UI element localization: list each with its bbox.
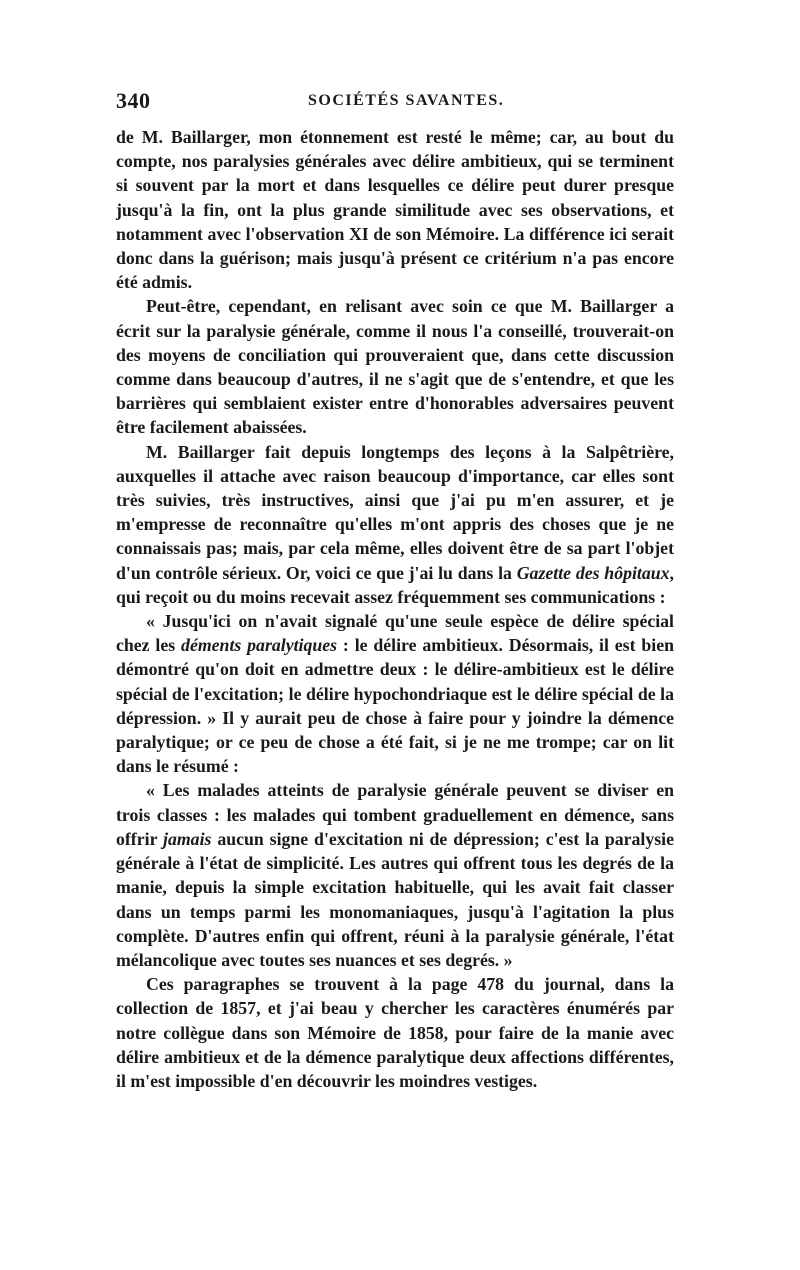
- paragraph: [116, 440, 674, 609]
- paragraph-text: « Jusqu'ici on n'avait signalé qu'une seule espèce de délire spécial chez les: [116, 611, 674, 656]
- paragraph-text: Peut-être, cependant, en relisant avec soin ce que M. Baillarger a écrit sur la paralysie générale, comme il nous l'a conseillé, trouverait-on des moyens de conciliation qui prouveraient que, dans cette discussion comme dans beaucoup d'autres, il ne s'agit que de s'entendre, et que les barrières qui semblaient exister entre d'honorables adversaires peuvent être facilement abaissées.: [116, 296, 674, 438]
- page-header: [116, 88, 676, 118]
- paragraph-text: de M. Baillarger, mon étonnement est resté le même; car, au bout du compte, nos paralysies générales avec délire ambitieux, qui se terminent si souvent par la mort et dans lesquelles ce délire peut durer presque jusqu'à la fin, ont la plus grande similitude avec ses observations, et notamment avec l'observation XI de son Mémoire. La différence ici serait donc dans la guérison; mais jusqu'à présent ce critérium n'a pas encore été admis.: [116, 127, 674, 293]
- paragraph-text: « Les malades atteints de paralysie générale peuvent se diviser en trois classes : les malades qui tombent graduellement en démence, sans offrir: [116, 780, 674, 849]
- paragraph-text: Ces paragraphes se trouvent à la page 478 du journal, dans la collection de 1857, et j'ai beau y chercher les caractères énumérés par notre collègue dans son Mémoire de 1858, pour faire de la manie avec délire ambitieux et de la démence paralytique deux affections différentes, il m'est impossible d'en découvrir les moindres vestiges.: [116, 974, 674, 1091]
- body-text: [116, 125, 674, 1093]
- paragraph-text: M. Baillarger fait depuis longtemps des leçons à la Salpêtrière, auxquelles il attache avec raison beaucoup d'importance, car elles sont très suivies, très instructives, ainsi que j'ai pu m'en assurer, et je m'empresse de reconnaître qu'elles m'ont appris des choses que je ne connaissais pas; mais, par cela même, elles doivent être de sa part l'objet d'un contrôle sérieux. Or, voici ce que j'ai lu dans la: [116, 441, 674, 583]
- paragraph-text: , qui reçoit ou du moins recevait assez fréquemment ses communications :: [116, 562, 674, 607]
- running-title: SOCIÉTÉS SAVANTES.: [308, 92, 505, 109]
- paragraph: [116, 778, 674, 972]
- page-number: 340: [116, 88, 151, 113]
- journal-title: Gazette des hôpitaux: [516, 562, 670, 583]
- italic-word: jamais: [163, 828, 212, 849]
- paragraph-text: : le délire ambitieux. Désormais, il est bien démontré qu'on doit en admettre deux : le délire-ambitieux est le délire spécial de l'excitation; le délire hypochondriaque est le délire spécial de la dépression. » Il y aurait peu de chose à faire pour y joindre la démence paralytique; or ce peu de chose a été fait, si je ne me trompe; car on lit dans le résumé :: [116, 635, 674, 777]
- italic-phrase: déments paralytiques: [181, 635, 338, 656]
- paragraph-text: aucun signe d'excitation ni de dépression; c'est la paralysie générale à l'état de simplicité. Les autres qui offrent tous les degrés de la manie, depuis la simple excitation habituelle, qui les avait fait classer dans un temps parmi les monomaniaques, jusqu'à l'agitation la plus complète. D'autres enfin qui offrent, réuni à la paralysie générale, l'état mélancolique avec toutes ses nuances et ses degrés. »: [116, 828, 674, 970]
- paragraph: [116, 609, 674, 778]
- paragraph: [116, 125, 674, 294]
- paragraph: [116, 972, 674, 1093]
- paragraph: [116, 294, 674, 439]
